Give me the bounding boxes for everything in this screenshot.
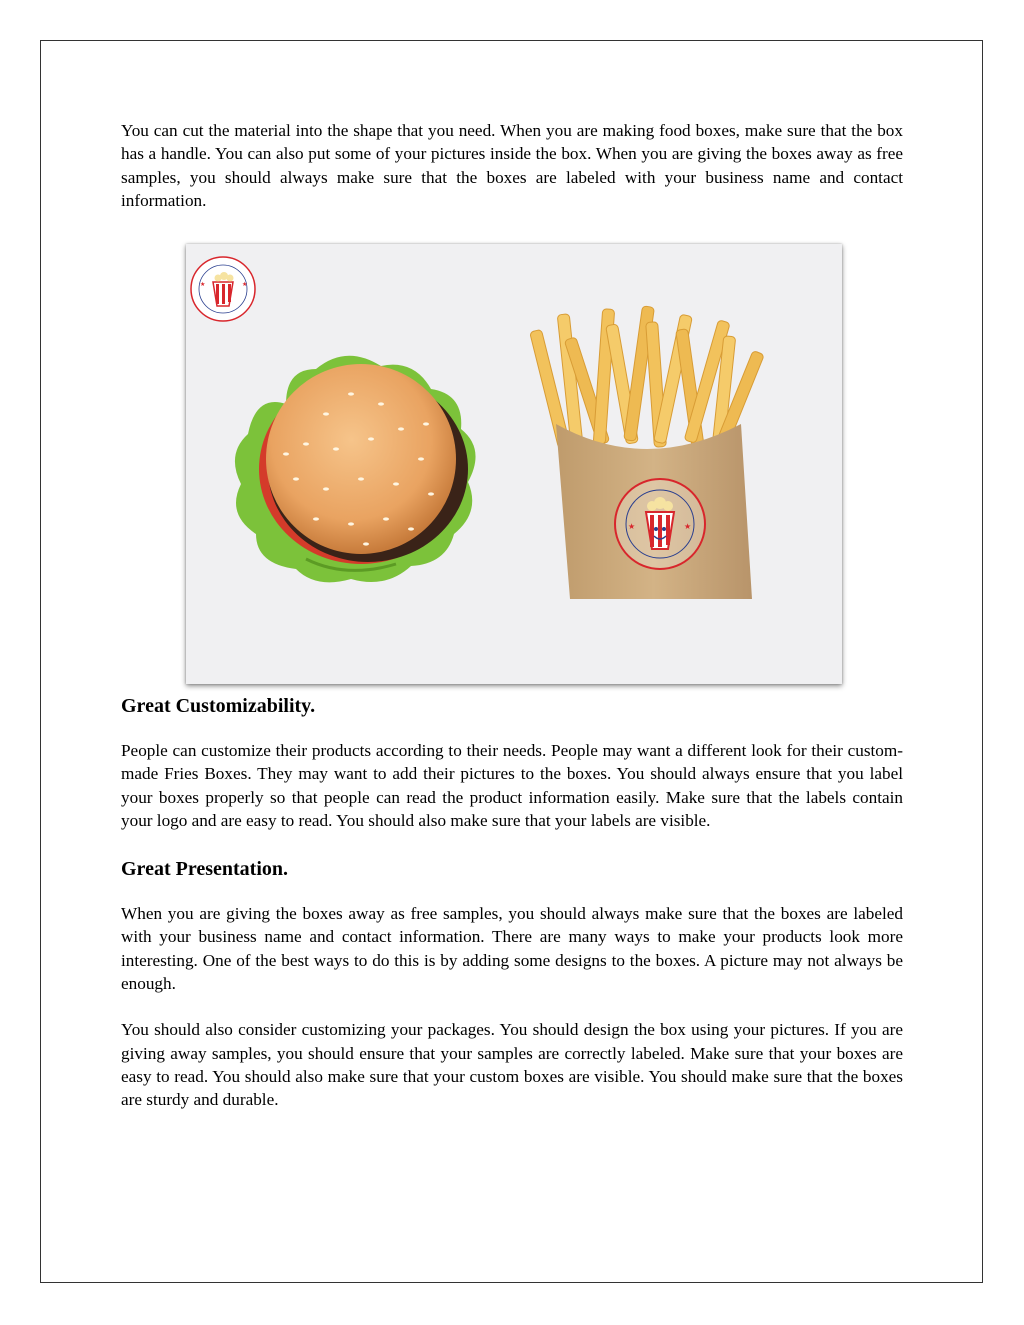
customizability-paragraph: People can customize their products according to their needs. People may want a different look for their custom-made Fries Boxes. They may want to add their pictures to the boxes. You should always ensure that you label your boxes properly so that people can read the product information easily. Make sure that the labels contain your logo and are easy to read. You should also make sure that your labels are visible. — [121, 741, 903, 830]
document-body — [121, 119, 903, 219]
french-fries — [530, 306, 765, 449]
svg-text:★: ★ — [628, 522, 636, 531]
burger-bun — [266, 364, 456, 554]
burger-and-fries-photo — [186, 244, 842, 684]
presentation-paragraph-2: You should also consider customizing your packages. You should design the box using your pictures. If you are giving away samples, you should ensure that your samples are correctly labeled. Make sure that your boxes are easy to read. You should also make sure that your custom boxes are visible. You should make sure that the boxes are sturdy and durable. — [121, 1020, 903, 1110]
document-body-lower — [121, 695, 903, 1112]
corner-logo — [191, 257, 255, 321]
heading-customizability: Great Customizability. — [121, 695, 316, 717]
presentation-paragraph-1: When you are giving the boxes away as free samples, you should always make sure that the boxes are labeled with your business name and contact information. There are many ways to make your products look more interesting. One of the best ways to do this is by adding some designs to the boxes. A picture may not always be enough. — [121, 904, 903, 994]
svg-text:★: ★ — [242, 281, 248, 288]
heading-presentation: Great Presentation. — [121, 858, 289, 881]
box-logo — [615, 479, 705, 569]
product-illustration — [186, 244, 842, 684]
svg-text:★: ★ — [200, 281, 206, 288]
svg-text:★: ★ — [684, 522, 692, 531]
intro-paragraph: You can cut the material into the shape that you need. When you are making food boxes, make sure that the box has a handle. You can also put some of your pictures inside the box. When you are giving the boxes away as free samples, you should always make sure that the boxes are labeled with your business name and contact information. — [121, 121, 903, 210]
